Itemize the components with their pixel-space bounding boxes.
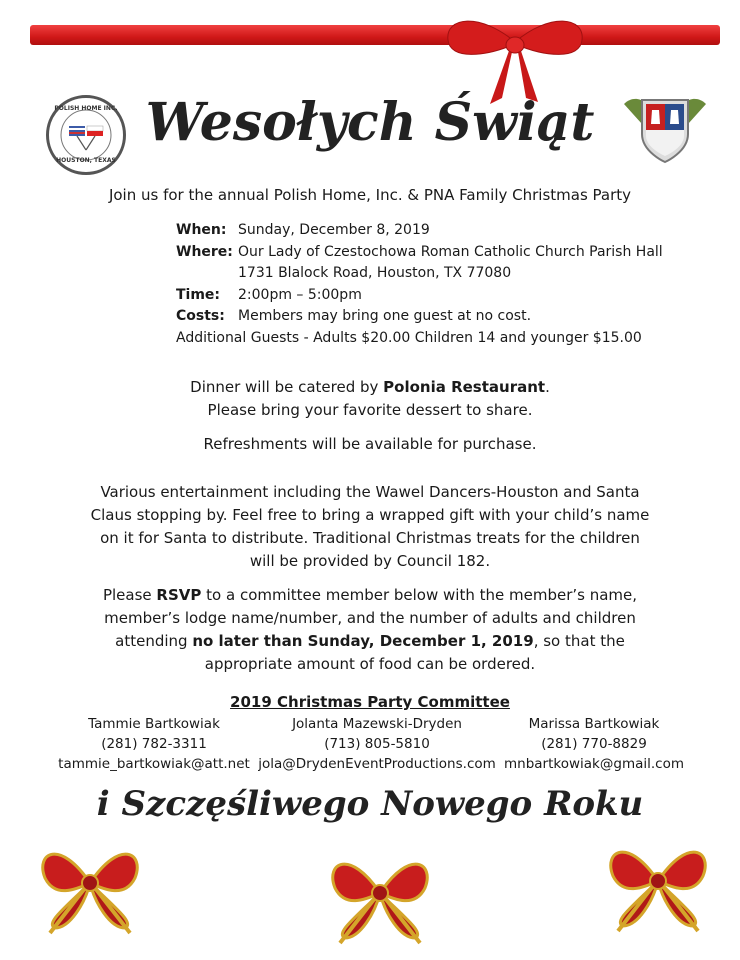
member-phone: (281) 770-8829 bbox=[541, 736, 647, 752]
footer-title: i Szczęśliwego Nowego Roku bbox=[96, 784, 644, 824]
where-address: 1731 Blalock Road, Houston, TX 77080 bbox=[238, 265, 512, 281]
member-email[interactable]: jola@DrydenEventProductions.com bbox=[258, 756, 496, 772]
logo-text-top: POLISH HOME INC. bbox=[54, 105, 118, 112]
where-row bbox=[176, 242, 663, 264]
member-email[interactable]: tammie_bartkowiak@att.net bbox=[58, 756, 250, 772]
committee-heading: 2019 Christmas Party Committee bbox=[230, 693, 510, 711]
rsvp-part1: Please bbox=[102, 586, 157, 604]
member-name: Tammie Bartkowiak bbox=[88, 716, 220, 732]
logo-text-bottom: HOUSTON, TEXAS bbox=[56, 157, 116, 164]
costs-row bbox=[176, 306, 663, 328]
when-value: Sunday, December 8, 2019 bbox=[238, 222, 430, 238]
where-label: Where: bbox=[176, 243, 233, 260]
member-name: Jolanta Mazewski-Dryden bbox=[292, 716, 462, 732]
where-value: Our Lady of Czestochowa Roman Catholic Church Parish Hall bbox=[238, 243, 663, 260]
costs-label: Costs: bbox=[176, 308, 225, 324]
rsvp-word: RSVP bbox=[156, 586, 202, 604]
when-row bbox=[176, 220, 663, 242]
member-email[interactable]: mnbartkowiak@gmail.com bbox=[504, 756, 684, 772]
costs-value: Members may bring one guest at no cost. bbox=[238, 308, 532, 324]
rsvp-deadline: no later than Sunday, December 1, 2019 bbox=[192, 632, 534, 650]
member-name: Marissa Bartkowiak bbox=[528, 716, 660, 732]
dinner-suffix: . bbox=[545, 378, 550, 396]
refreshments-text: Refreshments will be available for purchase. bbox=[203, 435, 537, 453]
time-row bbox=[176, 285, 663, 307]
dinner-prefix: Dinner will be catered by bbox=[190, 378, 384, 396]
when-label: When: bbox=[176, 222, 227, 238]
committee-member bbox=[34, 714, 274, 774]
event-details bbox=[176, 220, 663, 349]
page-title: Wesołych Świąt bbox=[145, 92, 595, 153]
committee-member bbox=[474, 714, 714, 774]
rsvp-part3: , so that the appropriate amount of food can be ordered. bbox=[204, 632, 625, 673]
red-bow-icon bbox=[320, 838, 440, 948]
time-value: 2:00pm – 5:00pm bbox=[238, 286, 362, 303]
red-bow-icon bbox=[30, 828, 150, 938]
dinner-line bbox=[40, 376, 700, 399]
dessert-line: Please bring your favorite dessert to share. bbox=[207, 401, 533, 419]
intro-text: Join us for the annual Polish Home, Inc. & PNA Family Christmas Party bbox=[108, 186, 632, 204]
entertainment-text: Various entertainment including the Wawel Dancers-Houston and Santa Claus stopping by. Feel free to bring a wrapped gift with your child’s name on it for Santa to distribute. Traditional Christmas treats for the children will be provided by Council 182. bbox=[90, 483, 650, 570]
red-bow-icon bbox=[598, 826, 718, 936]
dinner-info bbox=[40, 376, 700, 422]
committee-member bbox=[257, 714, 497, 774]
rsvp-text bbox=[75, 584, 665, 676]
additional-guests: Additional Guests - Adults $20.00 Children 14 and younger $15.00 bbox=[176, 329, 642, 346]
rsvp-part2: to a committee member below with the member’s name, member’s lodge name/number, and the number of adults and children attending bbox=[104, 586, 638, 650]
top-ribbon bbox=[30, 25, 720, 45]
time-label: Time: bbox=[176, 286, 221, 303]
member-phone: (713) 805-5810 bbox=[324, 736, 430, 752]
restaurant-name: Polonia Restaurant bbox=[383, 378, 546, 396]
member-phone: (281) 782-3311 bbox=[101, 736, 207, 752]
